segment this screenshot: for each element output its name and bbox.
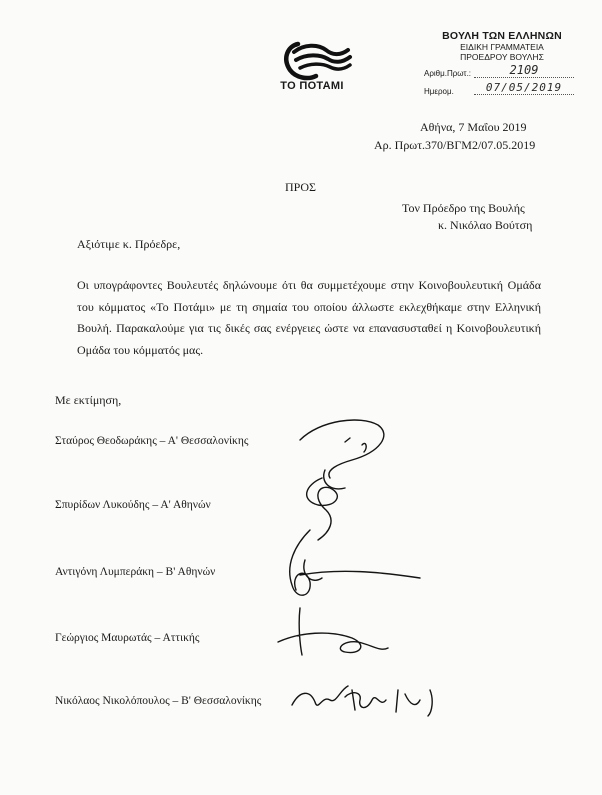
signature-5 <box>292 686 432 716</box>
letter-pros: ΠΡΟΣ <box>285 180 316 194</box>
stamp-line-1: ΒΟΥΛΗ ΤΩΝ ΕΛΛΗΝΩΝ <box>442 30 562 42</box>
stamp-protocol-value: 2109 <box>474 63 574 78</box>
stamp-date-label: Ημερομ. <box>424 87 454 96</box>
signer-4: Γεώργιος Μαυρωτάς – Αττικής <box>55 632 200 644</box>
recipient-line-2: κ. Νικόλαο Βούτση <box>438 218 533 232</box>
signer-1: Σταύρος Θεοδωράκης – Α' Θεσσαλονίκης <box>55 435 249 447</box>
signer-2: Σπυρίδων Λυκούδης – Α' Αθηνών <box>55 499 211 511</box>
signature-2 <box>307 478 338 540</box>
signer-3: Αντιγόνη Λυμπεράκη – Β' Αθηνών <box>55 566 216 578</box>
letter-closing: Με εκτίμηση, <box>55 393 122 407</box>
logo-text: ΤΟ ΠΟΤΑΜΙ <box>280 80 344 92</box>
recipient-line-1: Τον Πρόεδρο της Βουλής <box>402 201 525 215</box>
stamp-line-3: ΠΡΟΕΔΡΟΥ ΒΟΥΛΗΣ <box>460 52 544 62</box>
stamp-date-row <box>412 83 592 98</box>
parliament-stamp <box>412 30 592 98</box>
signature-4 <box>278 608 388 655</box>
stamp-line-2: ΕΙΔΙΚΗ ΓΡΑΜΜΑΤΕΙΑ <box>460 42 544 52</box>
stamp-date-value: 07/05/2019 <box>474 81 574 95</box>
letter-body: Οι υπογράφοντες Βουλευτές δηλώνουμε ότι θα συμμετέχουμε στην Κοινοβουλευτική Ομάδα του κόμματος «Το Ποτάμι» με τη σημαία του οποίου άλλωστε εκλεχθήκαμε στην Ελληνική Βουλή. Παρακαλούμε για τις δικές σας ενέργειες ώστε να επανασυσταθεί η Κοινοβουλευτική Ομάδα του κόμματός μας. <box>77 278 541 357</box>
signer-5: Νικόλαος Νικολόπουλος – Β' Θεσσαλονίκης <box>55 695 262 707</box>
signature-3 <box>290 530 420 595</box>
letter-date: Αθήνα, 7 Μαΐου 2019 <box>420 120 527 134</box>
letter-reference: Αρ. Πρωτ.370/ΒΓΜ2/07.05.2019 <box>374 138 536 152</box>
letter-greeting: Αξιότιμε κ. Πρόεδρε, <box>77 237 181 251</box>
stamp-protocol-label: Αριθμ.Πρωτ.: <box>424 69 472 78</box>
stamp-protocol-row <box>412 65 592 80</box>
signature-1 <box>300 420 384 478</box>
